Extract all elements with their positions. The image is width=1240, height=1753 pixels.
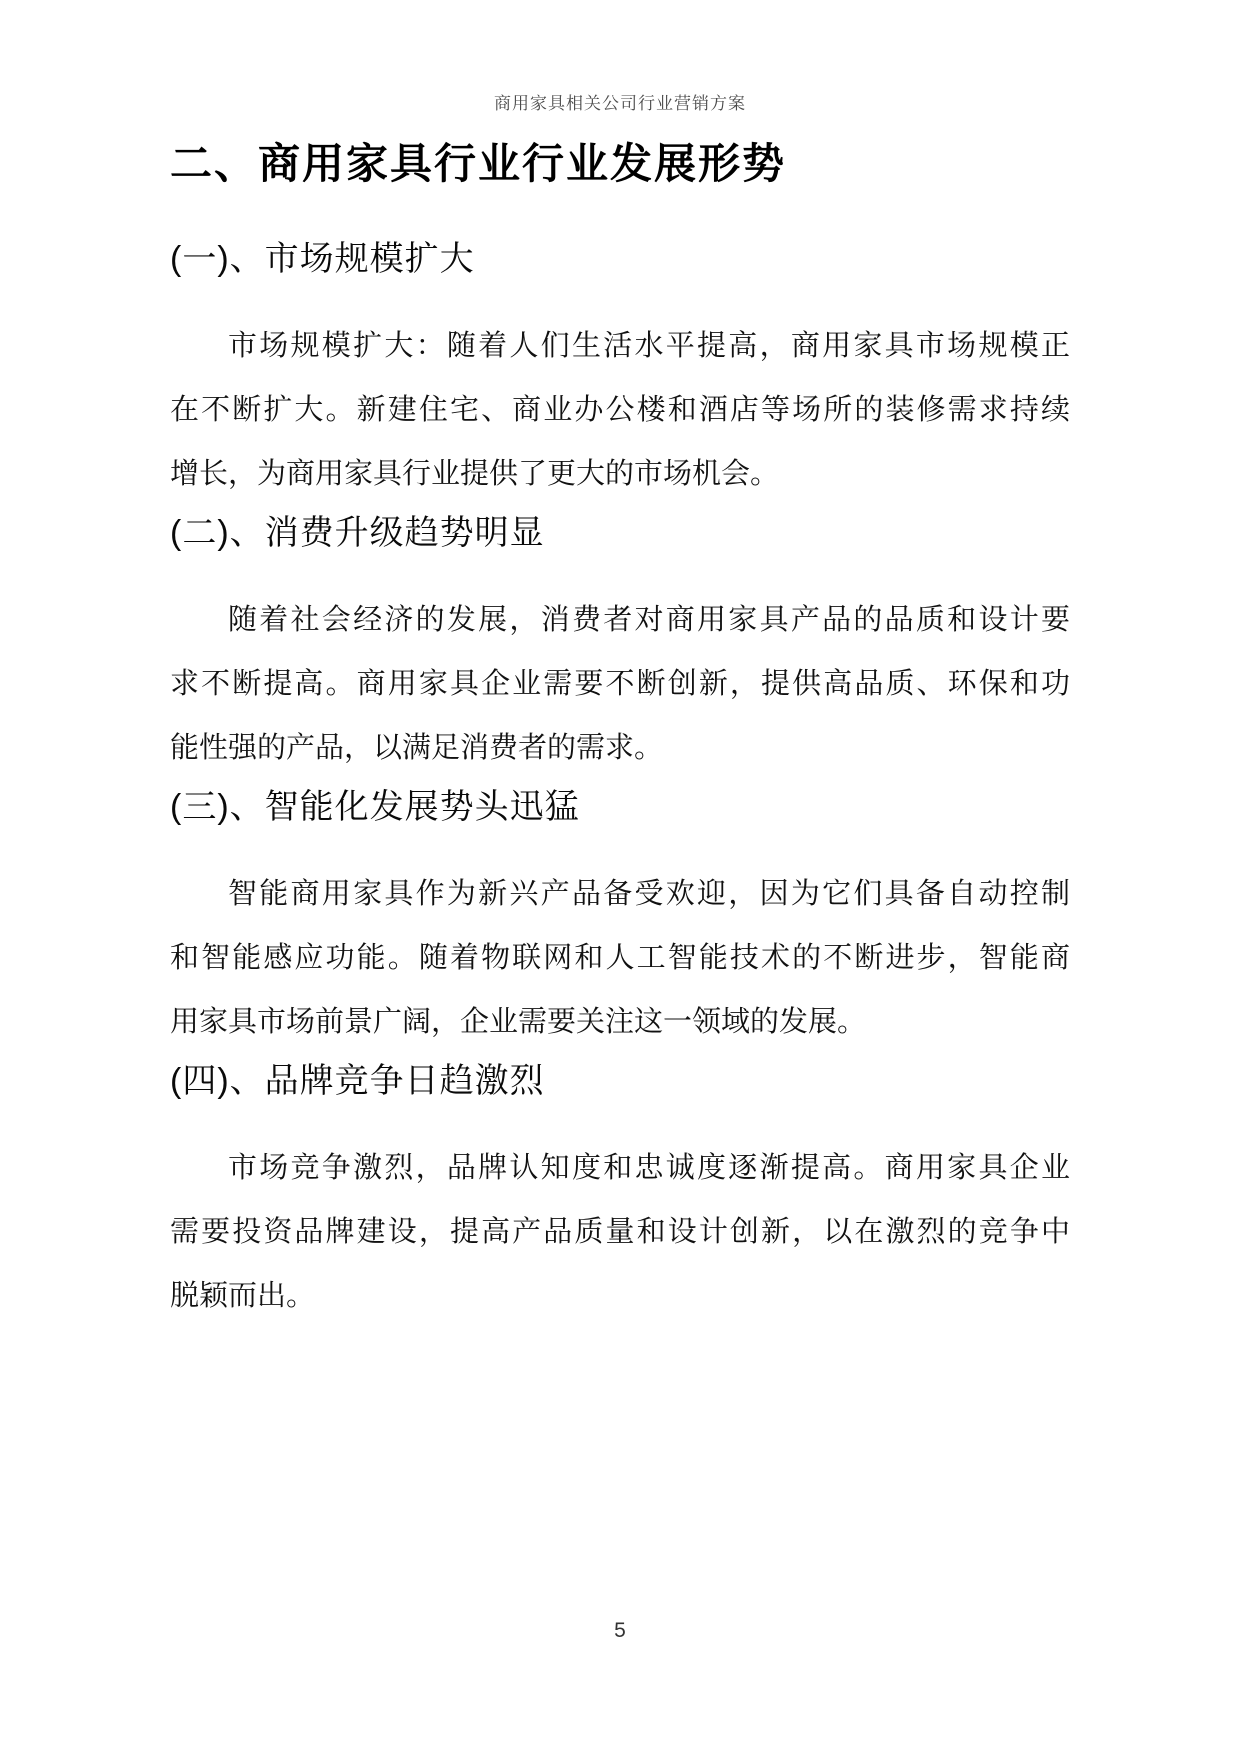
- paragraph: [170, 588, 1070, 780]
- paragraph-line: 增长，为商用家具行业提供了更大的市场机会。: [170, 458, 780, 490]
- section-market-scale: [170, 236, 1070, 506]
- paragraph: [170, 314, 1070, 506]
- paragraph-line: 市场竞争激烈，品牌认知度和忠诚度逐渐提高。商用家具企业: [228, 1152, 1070, 1184]
- section-consumption-upgrade: [170, 510, 1070, 780]
- paragraph-line: 和智能感应功能。随着物联网和人工智能技术的不断进步，智能商: [170, 942, 1070, 974]
- page-header: 商用家具相关公司行业营销方案: [494, 94, 746, 113]
- section-heading: (四)、品牌竞争日趋激烈: [170, 1062, 545, 1100]
- paragraph: [170, 1136, 1070, 1328]
- paragraph-line: 在不断扩大。新建住宅、商业办公楼和酒店等场所的装修需求持续: [170, 394, 1070, 426]
- paragraph-line: 脱颖而出。: [170, 1280, 316, 1312]
- paragraph: [170, 862, 1070, 1054]
- paragraph-line: 能性强的产品，以满足消费者的需求。: [170, 732, 664, 764]
- section-smart-development: [170, 784, 1070, 1054]
- paragraph-line: 用家具市场前景广阔，企业需要关注这一领域的发展。: [170, 1006, 867, 1038]
- section-brand-competition: [170, 1058, 1070, 1328]
- document-title: 二、商用家具行业行业发展形势: [170, 140, 787, 187]
- section-heading: (二)、消费升级趋势明显: [170, 514, 545, 552]
- section-heading: (一)、市场规模扩大: [170, 240, 475, 278]
- paragraph-line: 求不断提高。商用家具企业需要不断创新，提供高品质、环保和功: [170, 668, 1070, 700]
- paragraph-line: 市场规模扩大：随着人们生活水平提高，商用家具市场规模正: [228, 330, 1070, 362]
- section-heading: (三)、智能化发展势头迅猛: [170, 788, 580, 826]
- paragraph-line: 智能商用家具作为新兴产品备受欢迎，因为它们具备自动控制: [228, 878, 1070, 910]
- page-number: 5: [614, 1619, 626, 1642]
- paragraph-line: 需要投资品牌建设，提高产品质量和设计创新，以在激烈的竞争中: [170, 1216, 1070, 1248]
- paragraph-line: 随着社会经济的发展，消费者对商用家具产品的品质和设计要: [228, 604, 1070, 636]
